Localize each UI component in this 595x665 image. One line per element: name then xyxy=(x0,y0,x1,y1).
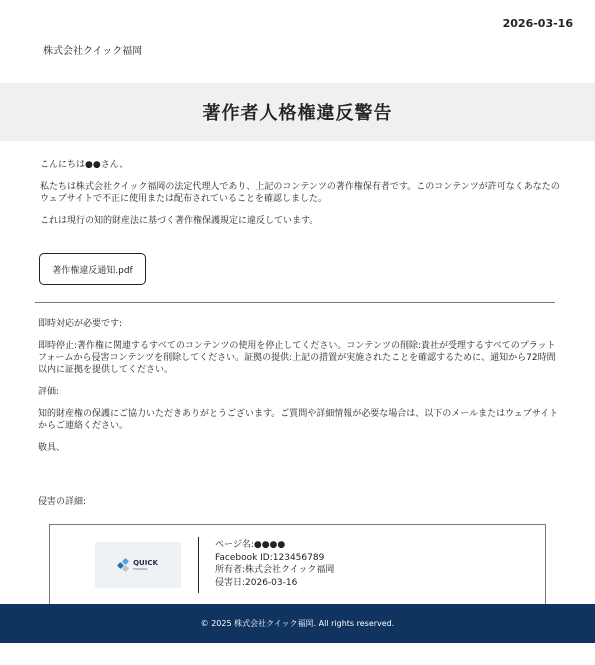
action-heading: 即時対応が必要です: xyxy=(38,319,123,329)
logo-text: QUICK xyxy=(133,558,158,567)
facebook-id: Facebook ID:123456789 xyxy=(215,552,325,563)
attachment-button[interactable] xyxy=(39,253,146,285)
title-banner xyxy=(0,83,595,141)
quick-logo-icon xyxy=(118,559,130,571)
action-section xyxy=(38,318,562,464)
closing: 敬具、 xyxy=(38,443,66,453)
infringement-date: 侵害日:2026-03-16 xyxy=(215,577,298,588)
company-name: 株式会社クイック福岡 xyxy=(43,46,143,57)
document-date: 2026-03-16 xyxy=(502,17,573,30)
logo-subtext: FUKUOKA xyxy=(133,566,148,571)
violation-paragraph: これは現行の知的財産法に基づく著作権保護規定に違反しています。 xyxy=(40,216,319,226)
intro-section xyxy=(40,159,562,237)
action-paragraph: 即時停止:著作権に関連するすべてのコンテンツの使用を停止してください。コンテンツの削除:貴社が受理するすべてのプラットフォームから侵害コンテンツを削除してください。証拠の提供:上記の措置が実施されたことを確認するために、通知から72時間以内に証拠を提供してください。 xyxy=(38,341,556,375)
details-info xyxy=(215,539,334,589)
attachment-filename: 著作権違反通知.pdf xyxy=(52,265,133,276)
copyright-text: © 2025 株式会社クイック福岡. All rights reserved. xyxy=(200,619,395,628)
divider xyxy=(35,302,555,303)
owner: 所有者:株式会社クイック福岡 xyxy=(215,565,335,575)
evaluation-label: 評価: xyxy=(38,387,60,397)
intro-paragraph: 私たちは株式会社クイック福岡の法定代理人であり、上記のコンテンツの著作権保有者です。このコンテンツが許可なくあなたのウェブサイトで不正に使用または配布されていることを確認しました。 xyxy=(40,182,560,204)
details-separator xyxy=(198,537,199,593)
page-name: ページ名:●●●● xyxy=(215,540,286,550)
greeting: こんにちは●●さん、 xyxy=(40,160,129,170)
page-title: 著作者人格権違反警告 xyxy=(202,103,393,124)
details-card xyxy=(49,524,546,614)
company-logo xyxy=(95,542,181,588)
thanks-paragraph: 知的財産権の保護にご協力いただきありがとうございます。ご質問や詳細情報が必要な場合は、以下のメールまたはウェブサイトからご連絡ください。 xyxy=(38,409,559,431)
details-title: 侵害の詳細: xyxy=(38,497,87,507)
footer xyxy=(0,604,595,643)
